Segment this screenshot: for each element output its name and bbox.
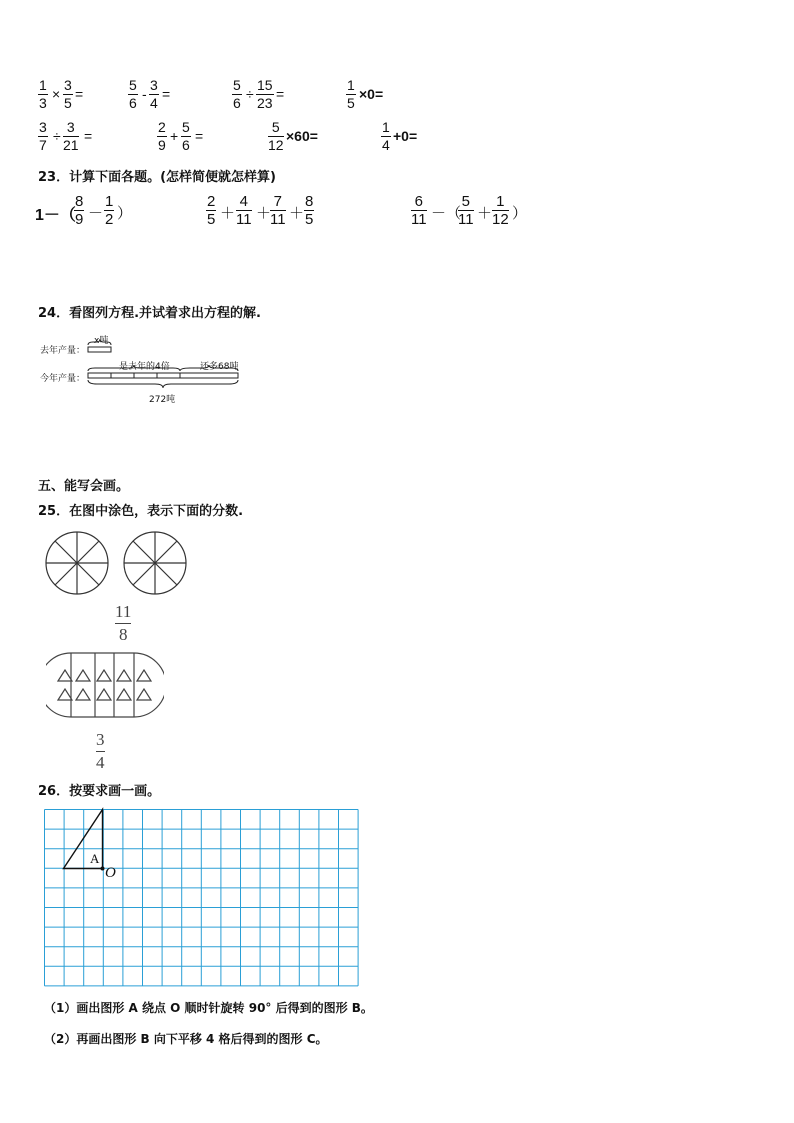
fraction: 1 5 — [347, 77, 355, 111]
operator: ÷ — [53, 128, 61, 144]
fraction: 8 5 — [305, 193, 314, 228]
fraction: 7 11 — [270, 193, 286, 228]
label-a: A — [90, 851, 100, 866]
triangles-figure — [46, 651, 164, 719]
fraction: 1 2 — [105, 193, 114, 228]
fraction: 3 7 — [39, 119, 47, 153]
label-o: O — [105, 865, 116, 881]
operator: - — [142, 86, 147, 102]
operator: ＋ — [289, 205, 305, 222]
operator: + — [170, 128, 179, 144]
paren: ） — [512, 205, 528, 222]
grid-overlay — [42, 807, 360, 987]
fraction: 15 23 — [257, 77, 273, 111]
fraction: 4 11 — [236, 193, 252, 228]
fraction: 2 5 — [207, 193, 216, 228]
circles-figure — [40, 527, 200, 602]
fraction: 5 12 — [268, 119, 284, 153]
operator: = — [195, 128, 204, 144]
operator: ×0= — [359, 86, 384, 102]
fraction: 8 9 — [75, 193, 84, 228]
fraction: 1 12 — [492, 193, 509, 228]
total-272-label: 272吨 — [149, 395, 176, 405]
segment-diagram — [85, 338, 245, 394]
fraction-three-quarters: 3 4 — [96, 730, 105, 772]
expression-prefix: 1－（ — [35, 207, 76, 224]
task-1-text: （1）画出图形 A 绕点 O 顺时针旋转 90° 后得到的图形 B。 — [44, 1001, 373, 1015]
fraction: 2 9 — [158, 119, 166, 153]
fraction: 3 5 — [64, 77, 72, 111]
x-ton-label: x吨 — [94, 336, 109, 346]
fraction: 5 11 — [458, 193, 474, 228]
last-year-label: 去年产量： — [40, 346, 86, 356]
operator: －（ — [431, 205, 462, 222]
fraction: 5 6 — [233, 77, 241, 111]
section-5-title: 五、能写会画。 — [38, 479, 130, 494]
operator: +0= — [393, 128, 418, 144]
fraction: 3 21 — [63, 119, 79, 153]
operator: － — [88, 205, 104, 222]
fraction: 1 3 — [39, 77, 47, 111]
paren: ） — [117, 205, 133, 222]
operator: ＋ — [256, 205, 272, 222]
operator: ×60= — [286, 128, 318, 144]
triangle-a — [42, 807, 360, 987]
operator: ＋ — [477, 205, 493, 222]
operator: ＋ — [220, 205, 236, 222]
question-26-title: 26．按要求画一画。 — [38, 784, 161, 799]
question-25-title: 25．在图中涂色，表示下面的分数. — [38, 504, 244, 519]
task-2-text: （2）再画出图形 B 向下平移 4 格后得到的图形 C。 — [44, 1032, 328, 1046]
operator: = — [75, 86, 84, 102]
operator: × — [52, 86, 61, 102]
operator: = — [84, 128, 93, 144]
fraction: 5 6 — [182, 119, 190, 153]
this-year-label: 今年产量： — [40, 374, 86, 384]
fraction: 1 4 — [382, 119, 390, 153]
operator: = — [276, 86, 285, 102]
operator: = — [162, 86, 171, 102]
question-23-title: 23．计算下面各题。(怎样简便就怎样算) — [38, 170, 276, 185]
operator: ÷ — [246, 86, 254, 102]
fraction: 5 6 — [129, 77, 137, 111]
four-times-label: 是去年的4倍 — [119, 362, 170, 372]
fraction: 3 4 — [150, 77, 158, 111]
question-24-title: 24．看图列方程.并试着求出方程的解. — [38, 306, 261, 321]
fraction-eleven-eighths: 11 8 — [115, 602, 132, 644]
more-68-label: 还多68吨 — [200, 362, 239, 372]
fraction: 6 11 — [411, 193, 427, 228]
